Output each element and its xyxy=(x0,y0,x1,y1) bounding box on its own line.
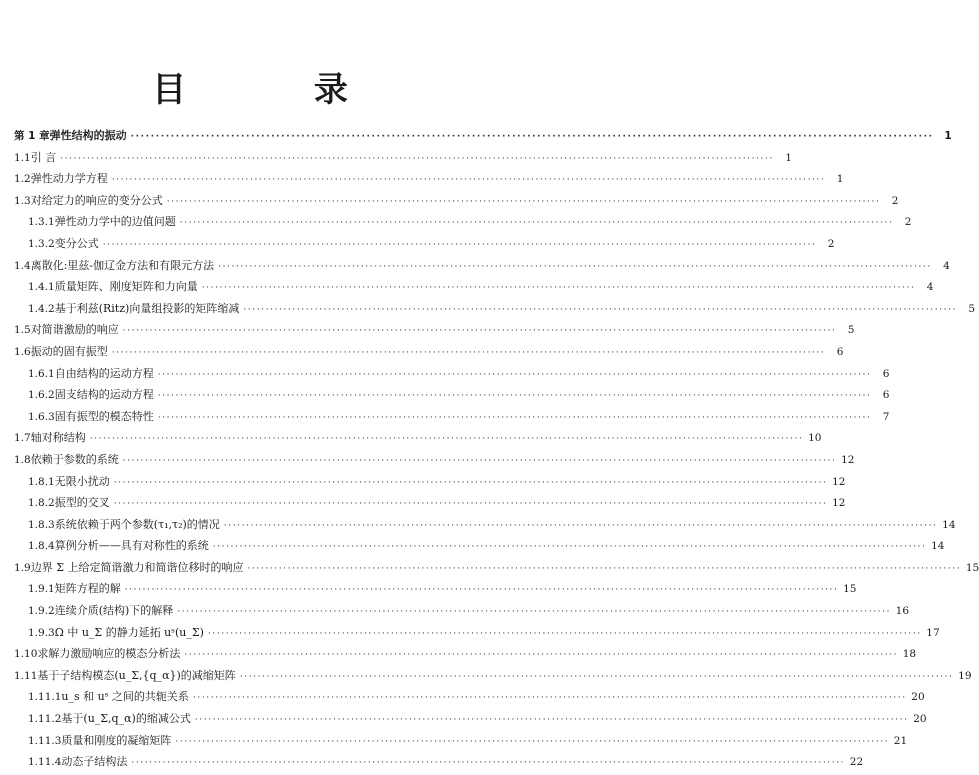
toc-entry-title: 振动的固有振型 xyxy=(30,344,108,358)
toc-entry-title: 矩阵方程的解 xyxy=(54,582,121,596)
toc-entry-page: 18 xyxy=(902,648,917,661)
toc-entry-title: 对给定力的响应的变分公式 xyxy=(30,193,163,207)
toc-entry-title: 弹性动力学方程 xyxy=(30,172,108,186)
toc-entry-title: 动态子结构法 xyxy=(61,755,128,769)
dot-leader xyxy=(184,645,898,667)
toc-entry-page: 2 xyxy=(891,194,899,207)
toc-entry xyxy=(14,427,822,449)
dot-leader xyxy=(90,429,804,451)
toc-entry-number: 1.4.1 xyxy=(28,281,55,294)
toc-entry-number: 1.6 xyxy=(14,345,31,358)
dot-leader xyxy=(103,235,817,257)
toc-entry xyxy=(14,557,979,579)
toc-entry-number: 1.7 xyxy=(14,432,31,445)
toc-entry xyxy=(14,730,908,752)
dot-leader xyxy=(243,300,957,322)
dot-leader xyxy=(158,365,872,387)
toc-entry-number: 1.11.4 xyxy=(28,756,62,769)
toc-entry-page: 5 xyxy=(968,302,976,315)
toc-entry-page: 20 xyxy=(913,713,927,726)
toc-entry-title: 质量和刚度的凝缩矩阵 xyxy=(61,733,172,747)
toc-entry-number: 1.11 xyxy=(14,669,38,682)
toc-entry-page: 1 xyxy=(944,130,952,142)
page-title: 目 录 xyxy=(152,70,406,110)
toc-entry-title: 离散化:里兹-伽辽金方法和有限元方法 xyxy=(30,258,215,272)
toc-entry-title: 轴对称结构 xyxy=(30,431,86,445)
toc-entry-page: 2 xyxy=(827,237,835,250)
toc-entry-title: 算例分析——具有对称性的系统 xyxy=(54,539,209,553)
toc-entry-title: 基于子结构模态(u_Σ,{q_α})的减缩矩阵 xyxy=(37,668,236,682)
toc-entry-number: 1.4 xyxy=(14,259,31,272)
dot-leader xyxy=(131,753,845,775)
toc-entry-page: 17 xyxy=(926,626,940,639)
toc-entry xyxy=(14,535,945,557)
toc-entry-page: 21 xyxy=(893,734,908,747)
toc-entry-number: 1.1 xyxy=(14,151,31,164)
toc-entry-page: 14 xyxy=(942,518,956,531)
toc-entry xyxy=(14,751,864,773)
dot-leader xyxy=(218,257,932,279)
toc-entry xyxy=(14,298,976,320)
toc-entry-page: 5 xyxy=(847,324,855,337)
toc-entry xyxy=(14,125,952,147)
dot-leader xyxy=(114,473,828,495)
dot-leader xyxy=(131,127,934,149)
toc-entry-page: 1 xyxy=(836,173,844,186)
dot-leader xyxy=(213,537,927,559)
toc-entry-title: 系统依赖于两个参数(τ₁,τ₂)的情况 xyxy=(54,517,220,531)
toc-entry-number: 1.8 xyxy=(14,453,31,466)
toc-entry xyxy=(14,211,912,233)
toc-entry-title: 引 言 xyxy=(30,150,57,164)
toc-entry-title: Ω 中 u_Σ 的静力延拓 uˢ(u_Σ) xyxy=(54,625,204,639)
table-of-contents xyxy=(14,125,979,773)
toc-entry-number: 1.11.1 xyxy=(28,691,62,704)
toc-entry-page: 16 xyxy=(895,605,910,618)
toc-entry-page: 4 xyxy=(926,281,934,294)
dot-leader xyxy=(195,710,909,732)
toc-entry-number: 1.11.3 xyxy=(28,734,62,747)
dot-leader xyxy=(60,149,774,171)
dot-leader xyxy=(112,170,826,192)
dot-leader xyxy=(240,667,954,689)
toc-entry-page: 6 xyxy=(882,389,890,402)
dot-leader xyxy=(208,624,922,646)
toc-entry-title: 变分公式 xyxy=(54,236,99,250)
toc-entry-title: 依赖于参数的系统 xyxy=(30,452,119,466)
toc-entry xyxy=(14,708,927,730)
toc-entry-page: 12 xyxy=(841,453,855,466)
toc-entry-title: 基于(u_Σ,q_α)的缩减公式 xyxy=(61,712,191,726)
toc-entry-page: 10 xyxy=(808,432,822,445)
toc-entry-number: 1.8.4 xyxy=(28,540,55,553)
toc-entry-number: 1.5 xyxy=(14,324,31,337)
toc-entry-number: 1.2 xyxy=(14,173,31,186)
toc-entry xyxy=(14,665,972,687)
toc-entry-page: 2 xyxy=(904,216,912,229)
toc-entry-page: 14 xyxy=(931,540,945,553)
dot-leader xyxy=(193,688,907,710)
toc-entry xyxy=(14,190,899,212)
toc-entry-number: 1.6.2 xyxy=(28,389,55,402)
toc-entry xyxy=(14,492,846,514)
toc-entry-number: 1.8.1 xyxy=(28,475,55,488)
toc-entry-page: 6 xyxy=(836,345,844,358)
toc-entry-number: 1.9 xyxy=(14,561,31,574)
toc-entry-page: 15 xyxy=(843,583,857,596)
toc-entry-number: 1.8.3 xyxy=(28,518,55,531)
toc-entry xyxy=(14,514,956,536)
dot-leader xyxy=(175,732,889,754)
toc-entry xyxy=(14,363,890,385)
toc-entry-title: 固支结构的运动方程 xyxy=(54,388,154,402)
dot-leader xyxy=(167,192,881,214)
toc-entry xyxy=(14,233,835,255)
toc-entry-number: 1.3.1 xyxy=(28,216,55,229)
toc-entry xyxy=(14,643,917,665)
toc-entry xyxy=(14,686,925,708)
dot-leader xyxy=(123,321,837,343)
toc-entry-page: 20 xyxy=(911,691,925,704)
dot-leader xyxy=(123,451,837,473)
dot-leader xyxy=(158,408,872,430)
toc-entry-page: 6 xyxy=(882,367,890,380)
dot-leader xyxy=(177,602,891,624)
toc-entry-title: 无限小扰动 xyxy=(54,474,110,488)
toc-entry-page: 19 xyxy=(958,669,972,682)
toc-entry-title: u_s 和 uˢ 之间的共轭关系 xyxy=(61,690,189,704)
toc-entry-number: 1.3.2 xyxy=(28,237,55,250)
toc-entry-page: 22 xyxy=(849,756,864,769)
toc-entry-number: 1.9.2 xyxy=(28,605,55,618)
toc-entry-title: 振型的交叉 xyxy=(54,496,110,510)
toc-entry-number: 1.11.2 xyxy=(28,713,62,726)
toc-entry-title: 连续介质(结构)下的解释 xyxy=(54,604,174,618)
toc-entry xyxy=(14,319,855,341)
dot-leader xyxy=(202,278,916,300)
toc-entry-number: 1.6.3 xyxy=(28,410,55,423)
toc-entry-title: 自由结构的运动方程 xyxy=(54,366,154,380)
toc-entry-number: 1.8.2 xyxy=(28,497,55,510)
toc-entry-title: 对简谐激励的响应 xyxy=(30,323,119,337)
toc-entry-number: 1.9.3 xyxy=(28,626,55,639)
toc-entry xyxy=(14,341,844,363)
toc-entry-number: 1.9.1 xyxy=(28,583,55,596)
toc-entry-number: 1.10 xyxy=(14,648,38,661)
toc-entry-title: 弹性结构的振动 xyxy=(49,129,127,142)
toc-entry-page: 12 xyxy=(832,497,846,510)
toc-entry-title: 固有振型的模态特性 xyxy=(54,409,154,423)
toc-entry xyxy=(14,471,846,493)
toc-entry-number: 1.6.1 xyxy=(28,367,55,380)
toc-entry-page: 1 xyxy=(785,151,792,164)
dot-leader xyxy=(224,516,938,538)
toc-entry xyxy=(14,622,940,644)
toc-entry xyxy=(14,384,890,406)
toc-entry xyxy=(14,147,792,169)
toc-entry xyxy=(14,449,855,471)
dot-leader xyxy=(158,386,872,408)
dot-leader xyxy=(180,213,894,235)
toc-entry-title: 质量矩阵、刚度矩阵和力向量 xyxy=(54,280,198,294)
toc-entry xyxy=(14,168,844,190)
toc-entry-page: 15 xyxy=(965,561,979,574)
toc-entry-page: 7 xyxy=(882,410,890,423)
toc-entry xyxy=(14,578,857,600)
toc-entry-number: 1.3 xyxy=(14,194,31,207)
toc-entry-title: 弹性动力学中的边值问题 xyxy=(54,215,176,229)
toc-entry xyxy=(14,406,890,428)
toc-entry xyxy=(14,276,934,298)
dot-leader xyxy=(114,494,828,516)
toc-entry-page: 12 xyxy=(832,475,846,488)
toc-entry xyxy=(14,600,910,622)
dot-leader xyxy=(112,343,826,365)
dot-leader xyxy=(125,580,839,602)
toc-entry-number: 第 1 章 xyxy=(14,130,50,142)
toc-entry xyxy=(14,255,950,277)
toc-entry-title: 求解力激励响应的模态分析法 xyxy=(37,647,181,661)
toc-entry-page: 4 xyxy=(943,259,950,272)
toc-entry-title: 边界 Σ 上给定简谐激力和简谐位移时的响应 xyxy=(30,560,244,574)
toc-entry-title: 基于利兹(Ritz)向量组投影的矩阵缩减 xyxy=(54,301,240,315)
toc-entry-number: 1.4.2 xyxy=(28,302,55,315)
dot-leader xyxy=(247,559,961,581)
